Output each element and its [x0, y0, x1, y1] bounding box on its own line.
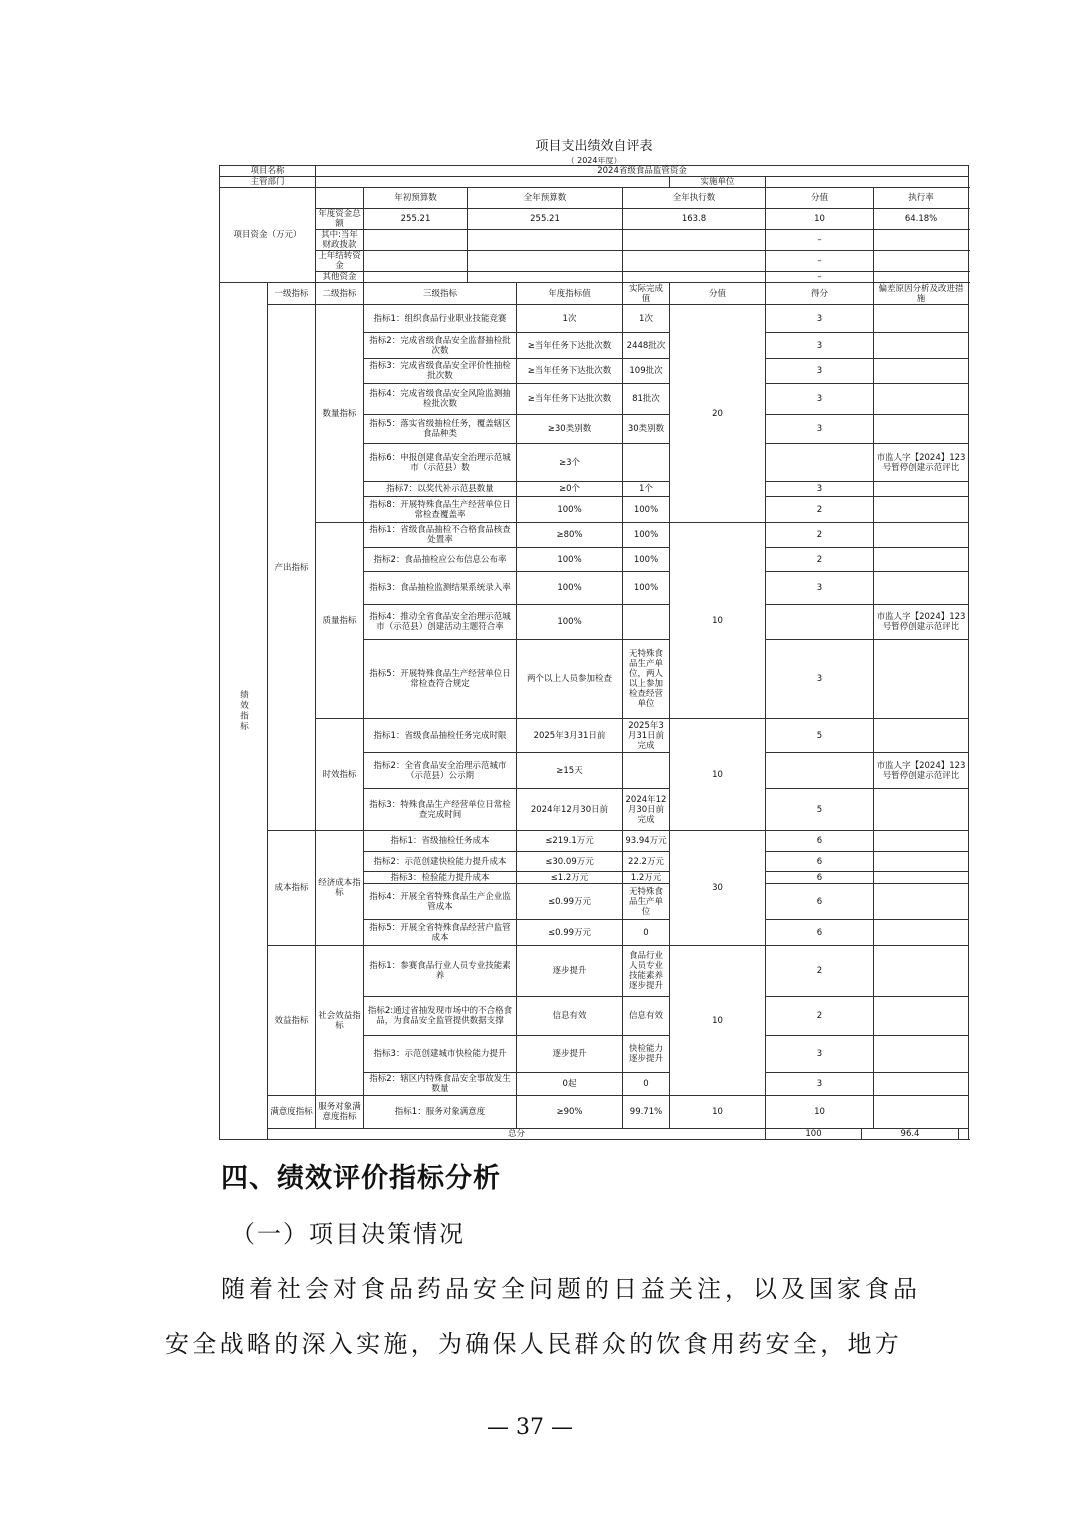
funds-label: 项目资金（万元）	[220, 188, 316, 283]
funds-value	[623, 230, 766, 251]
indicator-name: 指标2：完成省级食品安全监督抽检批次数	[364, 333, 517, 359]
indicator-name: 指标2：示范创建快检能力提升成本	[364, 852, 517, 872]
indicator-actual: 100%	[623, 548, 670, 572]
funds-value	[874, 251, 969, 272]
table-title: 项目支出绩效自评表	[535, 139, 653, 154]
indicator-note	[874, 946, 969, 997]
indicator-weight: 10	[670, 946, 766, 1096]
indicator-note	[874, 482, 969, 497]
indicator-name: 指标1：省级食品抽检不合格食品核查处置率	[364, 523, 517, 548]
impl-value	[766, 177, 969, 188]
table-row	[220, 305, 969, 333]
indicator-name: 指标2：食品抽检应公布信息公布率	[364, 548, 517, 572]
indicator-target: ≤219.1万元	[517, 831, 623, 852]
indicator-actual: 食品行业人员专业技能素养逐步提升	[623, 946, 670, 997]
indicator-score	[766, 444, 874, 482]
indicator-score: 6	[766, 831, 874, 852]
indicator-score: 3	[766, 1073, 874, 1096]
indicator-name: 指标1：省级抽检任务成本	[364, 831, 517, 852]
impl-label: 实施单位	[670, 177, 766, 188]
indicator-score: 2	[766, 548, 874, 572]
indicator-note	[874, 884, 969, 920]
indicator-note	[874, 548, 969, 572]
indicator-note	[874, 719, 969, 753]
total-weight: 100	[766, 1129, 862, 1140]
column-header: 分值	[670, 283, 766, 305]
indicator-name: 指标1：组织食品行业职业技能竞赛	[364, 305, 517, 333]
indicator-target: ≥3个	[517, 444, 623, 482]
indicator-name: 指标3：检验能力提升成本	[364, 872, 517, 884]
table-year: （ 2024年度）	[566, 157, 622, 165]
indicator-name: 指标7：以奖代补示范县数量	[364, 482, 517, 497]
indicator-target: 100%	[517, 572, 623, 605]
table-row	[220, 272, 969, 283]
table-row	[220, 188, 969, 209]
indicator-target: ≥当年任务下达批次数	[517, 333, 623, 359]
indicator-target: ≤30.09万元	[517, 852, 623, 872]
indicator-actual: 2025年3月31日前完成	[623, 719, 670, 753]
total-label: 总分	[268, 1129, 766, 1140]
self-evaluation-table	[219, 135, 969, 1140]
indicator-score: 5	[766, 789, 874, 831]
indicator-score: 3	[766, 384, 874, 415]
level2-social: 社会效益指标	[316, 946, 364, 1096]
level2-quantity: 数量指标	[316, 305, 364, 523]
indicator-target: 1次	[517, 305, 623, 333]
indicator-name: 指标5：落实省级抽检任务，覆盖辖区食品种类	[364, 415, 517, 444]
indicator-note: 市监人字【2024】123号暂停创建示范评比	[874, 605, 969, 640]
funds-value	[468, 230, 623, 251]
indicator-name: 指标3：完成省级食品安全评价性抽检批次数	[364, 359, 517, 384]
indicator-note	[874, 523, 969, 548]
table-row	[220, 209, 969, 230]
indicator-note	[874, 333, 969, 359]
funds-value	[364, 251, 468, 272]
indicator-actual: 81批次	[623, 384, 670, 415]
funds-header: 执行率	[874, 188, 969, 209]
indicator-note	[874, 997, 969, 1036]
funds-header: 全年预算数	[468, 188, 623, 209]
indicator-score: 10	[766, 1096, 874, 1129]
perf-label: 绩效指标	[220, 283, 268, 1140]
indicator-score: 2	[766, 946, 874, 997]
table-row	[220, 230, 969, 251]
level2-time: 时效指标	[316, 719, 364, 831]
indicator-score	[766, 605, 874, 640]
indicator-score: 3	[766, 359, 874, 384]
indicator-note	[874, 384, 969, 415]
funds-value: 163.8	[623, 209, 766, 230]
indicator-target: ≥当年任务下达批次数	[517, 384, 623, 415]
funds-value	[874, 272, 969, 283]
level1-satisfaction: 满意度指标	[268, 1096, 316, 1129]
indicator-score: 2	[766, 523, 874, 548]
indicator-name: 指标4：开展全省特殊食品生产企业监管成本	[364, 884, 517, 920]
indicator-actual: 2024年12月30日前完成	[623, 789, 670, 831]
indicator-note	[874, 1096, 969, 1129]
indicator-score: 3	[766, 415, 874, 444]
funds-value	[364, 230, 468, 251]
indicator-score: 6	[766, 920, 874, 946]
funds-value: –	[766, 230, 874, 251]
indicator-name: 指标3：特殊食品生产经营单位日常检查完成时间	[364, 789, 517, 831]
funds-value: 255.21	[468, 209, 623, 230]
indicator-score: 3	[766, 640, 874, 719]
funds-value	[468, 251, 623, 272]
level2-econ-cost: 经济成本指标	[316, 831, 364, 946]
indicator-note	[874, 359, 969, 384]
funds-header: 分值	[766, 188, 874, 209]
indicator-note	[874, 872, 969, 884]
indicator-target: ≥80%	[517, 523, 623, 548]
indicator-score: 2	[766, 497, 874, 523]
table-row	[220, 523, 969, 548]
indicator-target: ≥15天	[517, 753, 623, 789]
indicator-weight: 10	[670, 719, 766, 831]
funds-row-label: 年度资金总额	[316, 209, 364, 230]
indicator-note	[874, 640, 969, 719]
indicator-note	[874, 305, 969, 333]
table-row	[220, 831, 969, 852]
indicator-actual: 无特殊食品生产单位	[623, 884, 670, 920]
indicator-note: 市监人字【2024】123号暂停创建示范评比	[874, 753, 969, 789]
indicator-actual: 1次	[623, 305, 670, 333]
indicator-name: 指标2：辖区内特殊食品安全事故发生数量	[364, 1073, 517, 1096]
indicator-note	[874, 1073, 969, 1096]
indicator-name: 指标1：服务对象满意度	[364, 1096, 517, 1129]
indicator-actual	[623, 753, 670, 789]
indicator-target: 0起	[517, 1073, 623, 1096]
indicator-target: 2024年12月30日前	[517, 789, 623, 831]
page-number: — 37 —	[487, 1415, 573, 1440]
table-row	[220, 1129, 969, 1140]
indicator-target: ≥90%	[517, 1096, 623, 1129]
column-header: 二级指标	[316, 283, 364, 305]
indicator-score: 6	[766, 884, 874, 920]
table-row	[220, 251, 969, 272]
indicator-actual: 2448批次	[623, 333, 670, 359]
level2-quality: 质量指标	[316, 523, 364, 719]
indicator-score: 6	[766, 852, 874, 872]
funds-value: 64.18%	[874, 209, 969, 230]
indicator-actual	[623, 444, 670, 482]
table-row	[220, 283, 969, 305]
indicator-target: ≥30类别数	[517, 415, 623, 444]
indicator-actual: 1个	[623, 482, 670, 497]
indicator-score: 3	[766, 333, 874, 359]
self-evaluation-table-container	[219, 135, 968, 1140]
indicator-target: ≥当年任务下达批次数	[517, 359, 623, 384]
dept-value	[316, 177, 670, 188]
indicator-note: 市监人字【2024】123号暂停创建示范评比	[874, 444, 969, 482]
indicator-actual: 0	[623, 920, 670, 946]
indicator-target: 100%	[517, 548, 623, 572]
indicator-name: 指标2：全省食品安全治理示范城市（示范县）公示期	[364, 753, 517, 789]
column-header: 三级指标	[364, 283, 517, 305]
level2-service: 服务对象满意度指标	[316, 1096, 364, 1129]
indicator-actual: 100%	[623, 497, 670, 523]
indicator-name: 指标1：参赛食品行业人员专业技能素养	[364, 946, 517, 997]
indicator-name: 指标5：开展特殊食品生产经营单位日常检查符合规定	[364, 640, 517, 719]
indicator-actual	[623, 605, 670, 640]
indicator-target: 信息有效	[517, 997, 623, 1036]
subsection-heading: （一）项目决策情况	[231, 1220, 465, 1248]
funds-value	[623, 251, 766, 272]
indicator-target: ≤0.99万元	[517, 920, 623, 946]
indicator-score: 2	[766, 997, 874, 1036]
table-row	[220, 719, 969, 753]
indicator-actual: 0	[623, 1073, 670, 1096]
indicator-name: 指标5：开展全省特殊食品经营户监管成本	[364, 920, 517, 946]
funds-value: –	[766, 251, 874, 272]
indicator-name: 指标1：省级食品抽检任务完成时限	[364, 719, 517, 753]
indicator-note	[874, 415, 969, 444]
funds-row-label: 其他资金	[316, 272, 364, 283]
indicator-actual: 1.2万元	[623, 872, 670, 884]
indicator-note	[874, 1036, 969, 1073]
indicator-score: 3	[766, 1036, 874, 1073]
level1-cost: 成本指标	[268, 831, 316, 946]
indicator-target: 100%	[517, 605, 623, 640]
indicator-score: 3	[766, 572, 874, 605]
column-header: 年度指标值	[517, 283, 623, 305]
indicator-name: 指标3：食品抽检监测结果系统录入率	[364, 572, 517, 605]
indicator-weight: 30	[670, 831, 766, 946]
project-name-label: 项目名称	[220, 166, 316, 177]
level1-benefit: 效益指标	[268, 946, 316, 1096]
indicator-weight: 10	[670, 523, 766, 719]
dept-label: 主管部门	[220, 177, 316, 188]
funds-row-label: 上年结转资金	[316, 251, 364, 272]
indicator-target: 逐步提升	[517, 946, 623, 997]
indicator-target: 2025年3月31日前	[517, 719, 623, 753]
indicator-actual: 93.94万元	[623, 831, 670, 852]
indicator-name: 指标8：开展特殊食品生产经营单位日常检查覆盖率	[364, 497, 517, 523]
paragraph-line-1: 随着社会对食品药品安全问题的日益关注，以及国家食品	[221, 1275, 921, 1303]
indicator-score: 6	[766, 872, 874, 884]
indicator-score	[766, 753, 874, 789]
indicator-score: 5	[766, 719, 874, 753]
indicator-actual: 快检能力逐步提升	[623, 1036, 670, 1073]
indicator-weight: 10	[670, 1096, 766, 1129]
indicator-actual: 100%	[623, 572, 670, 605]
indicator-actual: 无特殊食品生产单位，两人以上参加检查经营单位	[623, 640, 670, 719]
indicator-target: 逐步提升	[517, 1036, 623, 1073]
indicator-target: ≤0.99万元	[517, 884, 623, 920]
indicator-score: 3	[766, 305, 874, 333]
funds-value: 10	[766, 209, 874, 230]
indicator-actual: 30类别数	[623, 415, 670, 444]
indicator-name: 指标3：示范创建城市快检能力提升	[364, 1036, 517, 1073]
level1-output: 产出指标	[268, 305, 316, 831]
column-header: 得分	[766, 283, 874, 305]
indicator-name: 指标2:通过省抽发现市场中的不合格食品，为食品安全监管提供数据支撑	[364, 997, 517, 1036]
indicator-actual: 22.2万元	[623, 852, 670, 872]
indicator-note	[874, 497, 969, 523]
table-cell	[316, 188, 364, 209]
indicator-name: 指标4：完成省级食品安全风险监测抽检批次数	[364, 384, 517, 415]
indicator-weight: 20	[670, 305, 766, 523]
total-score: 96.4	[862, 1129, 959, 1140]
indicator-note	[874, 920, 969, 946]
indicator-target: ≤1.2万元	[517, 872, 623, 884]
funds-value	[468, 272, 623, 283]
paragraph-line-2: 安全战略的深入实施，为确保人民群众的饮食用药安全，地方	[165, 1330, 903, 1358]
indicator-name: 指标6：申报创建食品安全治理示范城市（示范县）数	[364, 444, 517, 482]
table-row	[220, 946, 969, 997]
indicator-note	[874, 852, 969, 872]
funds-value	[364, 272, 468, 283]
table-cell	[959, 1129, 969, 1140]
section-heading: 四、绩效评价指标分析	[221, 1163, 501, 1194]
column-header: 偏差原因分析及改进措施	[874, 283, 969, 305]
table-row	[220, 1096, 969, 1129]
indicator-actual: 信息有效	[623, 997, 670, 1036]
funds-value: 255.21	[364, 209, 468, 230]
column-header: 一级指标	[268, 283, 316, 305]
indicator-target: 两个以上人员参加检查	[517, 640, 623, 719]
indicator-note	[874, 789, 969, 831]
funds-value: –	[766, 272, 874, 283]
project-name-value: 2024省级食品监管资金	[316, 166, 969, 177]
indicator-score: 3	[766, 482, 874, 497]
indicator-name: 指标4：推动全省食品安全治理示范城市（示范县）创建活动主题符合率	[364, 605, 517, 640]
indicator-target: ≥0个	[517, 482, 623, 497]
indicator-actual: 99.71%	[623, 1096, 670, 1129]
indicator-target: 100%	[517, 497, 623, 523]
funds-value	[874, 230, 969, 251]
indicator-note	[874, 831, 969, 852]
column-header: 实际完成值	[623, 283, 670, 305]
indicator-actual: 100%	[623, 523, 670, 548]
indicator-note	[874, 572, 969, 605]
funds-header: 全年执行数	[623, 188, 766, 209]
funds-header: 年初预算数	[364, 188, 468, 209]
funds-value	[623, 272, 766, 283]
funds-row-label: 其中:当年财政拨款	[316, 230, 364, 251]
indicator-actual: 109批次	[623, 359, 670, 384]
